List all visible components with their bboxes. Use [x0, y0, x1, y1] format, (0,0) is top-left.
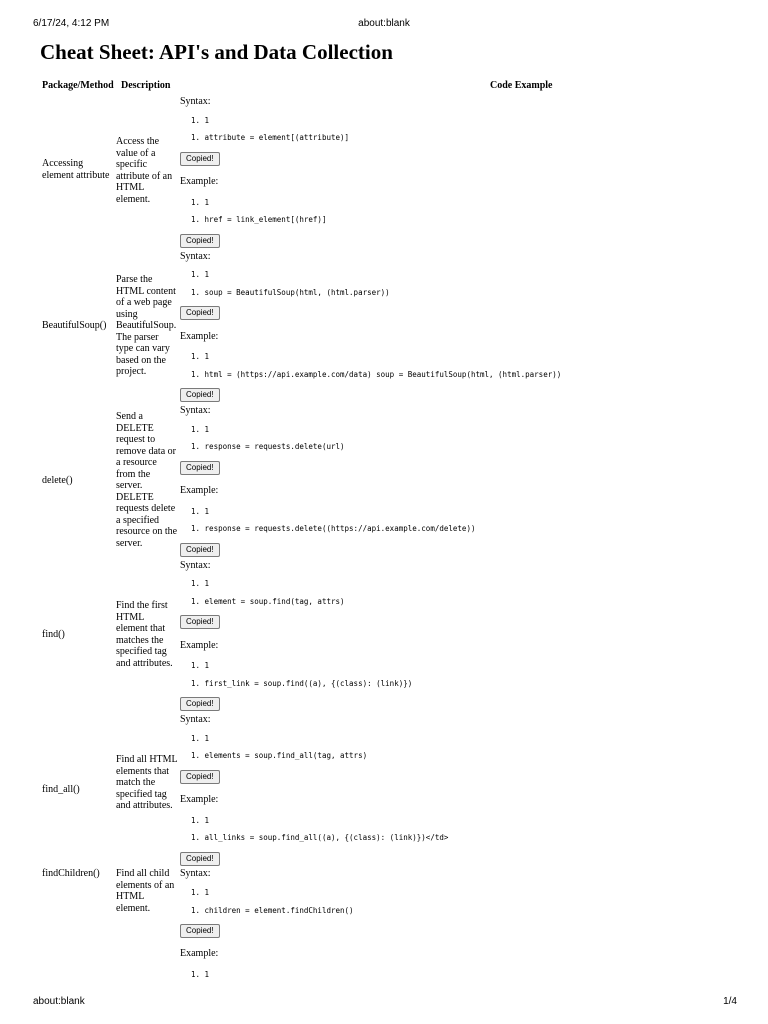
- example-code: 1. html = (https://api.example.com/data) soup = BeautifulSoup(html, (html.parser)): [191, 370, 562, 379]
- print-footer-url: about:blank: [33, 996, 85, 1007]
- syntax-code: 1. children = element.findChildren(): [191, 906, 354, 915]
- example-label: Example:: [180, 331, 219, 342]
- method-name: find_all(): [42, 784, 80, 795]
- line-number: 1. 1: [191, 970, 210, 979]
- line-number: 1. 1: [191, 270, 210, 279]
- method-name: Accessing element attribute: [42, 158, 110, 181]
- example-label: Example:: [180, 794, 219, 805]
- line-number: 1. 1: [191, 888, 210, 897]
- example-code: 1. response = requests.delete((https://api.example.com/delete)): [191, 524, 476, 533]
- line-number: 1. 1: [191, 507, 210, 516]
- example-code: 1. href = link_element[(href)]: [191, 215, 327, 224]
- copy-example-button[interactable]: Copied!: [180, 234, 220, 248]
- example-label: Example:: [180, 176, 219, 187]
- syntax-code: 1. response = requests.delete(url): [191, 442, 345, 451]
- example-label: Example:: [180, 485, 219, 496]
- copy-example-button[interactable]: Copied!: [180, 697, 220, 711]
- page-title: Cheat Sheet: API's and Data Collection: [40, 40, 393, 64]
- example-code: 1. all_links = soup.find_all((a), {(class): (link)})</td>: [191, 833, 449, 842]
- method-description: Find all child elements of an HTML element.: [116, 868, 175, 914]
- syntax-label: Syntax:: [180, 251, 211, 262]
- method-description: Parse the HTML content of a web page using BeautifulSoup. The parser type can vary based on the project.: [116, 274, 177, 377]
- column-header-code: Code Example: [490, 80, 553, 91]
- method-description: Access the value of a specific attribute of an HTML element.: [116, 136, 173, 205]
- method-name: findChildren(): [42, 868, 100, 879]
- copy-example-button[interactable]: Copied!: [180, 852, 220, 866]
- example-label: Example:: [180, 948, 219, 959]
- column-header-description: Description: [121, 80, 171, 91]
- copy-example-button[interactable]: Copied!: [180, 543, 220, 557]
- line-number: 1. 1: [191, 198, 210, 207]
- example-code: 1. first_link = soup.find((a), {(class): (link)}): [191, 679, 413, 688]
- method-name: find(): [42, 629, 65, 640]
- syntax-code: 1. soup = BeautifulSoup(html, (html.parser)): [191, 288, 390, 297]
- line-number: 1. 1: [191, 579, 210, 588]
- syntax-label: Syntax:: [180, 560, 211, 571]
- method-name: BeautifulSoup(): [42, 320, 107, 331]
- copy-syntax-button[interactable]: Copied!: [180, 770, 220, 784]
- copy-example-button[interactable]: Copied!: [180, 388, 220, 402]
- page-number: 1/4: [723, 996, 737, 1007]
- line-number: 1. 1: [191, 116, 210, 125]
- column-header-package: Package/Method: [42, 80, 114, 91]
- syntax-label: Syntax:: [180, 714, 211, 725]
- copy-syntax-button[interactable]: Copied!: [180, 152, 220, 166]
- method-description: Send a DELETE request to remove data or a resource from the server. DELETE requests delete a specified resource on the server.: [116, 411, 178, 549]
- copy-syntax-button[interactable]: Copied!: [180, 306, 220, 320]
- copy-syntax-button[interactable]: Copied!: [180, 461, 220, 475]
- syntax-code: 1. element = soup.find(tag, attrs): [191, 597, 345, 606]
- method-description: Find all HTML elements that match the specified tag and attributes.: [116, 754, 178, 811]
- line-number: 1. 1: [191, 661, 210, 670]
- line-number: 1. 1: [191, 425, 210, 434]
- example-label: Example:: [180, 640, 219, 651]
- copy-syntax-button[interactable]: Copied!: [180, 924, 220, 938]
- line-number: 1. 1: [191, 734, 210, 743]
- method-name: delete(): [42, 475, 73, 486]
- syntax-label: Syntax:: [180, 96, 211, 107]
- line-number: 1. 1: [191, 352, 210, 361]
- syntax-code: 1. elements = soup.find_all(tag, attrs): [191, 751, 368, 760]
- print-timestamp: 6/17/24, 4:12 PM: [33, 18, 110, 29]
- method-description: Find the first HTML element that matches the specified tag and attributes.: [116, 600, 173, 669]
- print-header-url: about:blank: [358, 18, 410, 29]
- syntax-code: 1. attribute = element[(attribute)]: [191, 133, 350, 142]
- syntax-label: Syntax:: [180, 868, 211, 879]
- line-number: 1. 1: [191, 816, 210, 825]
- copy-syntax-button[interactable]: Copied!: [180, 615, 220, 629]
- syntax-label: Syntax:: [180, 405, 211, 416]
